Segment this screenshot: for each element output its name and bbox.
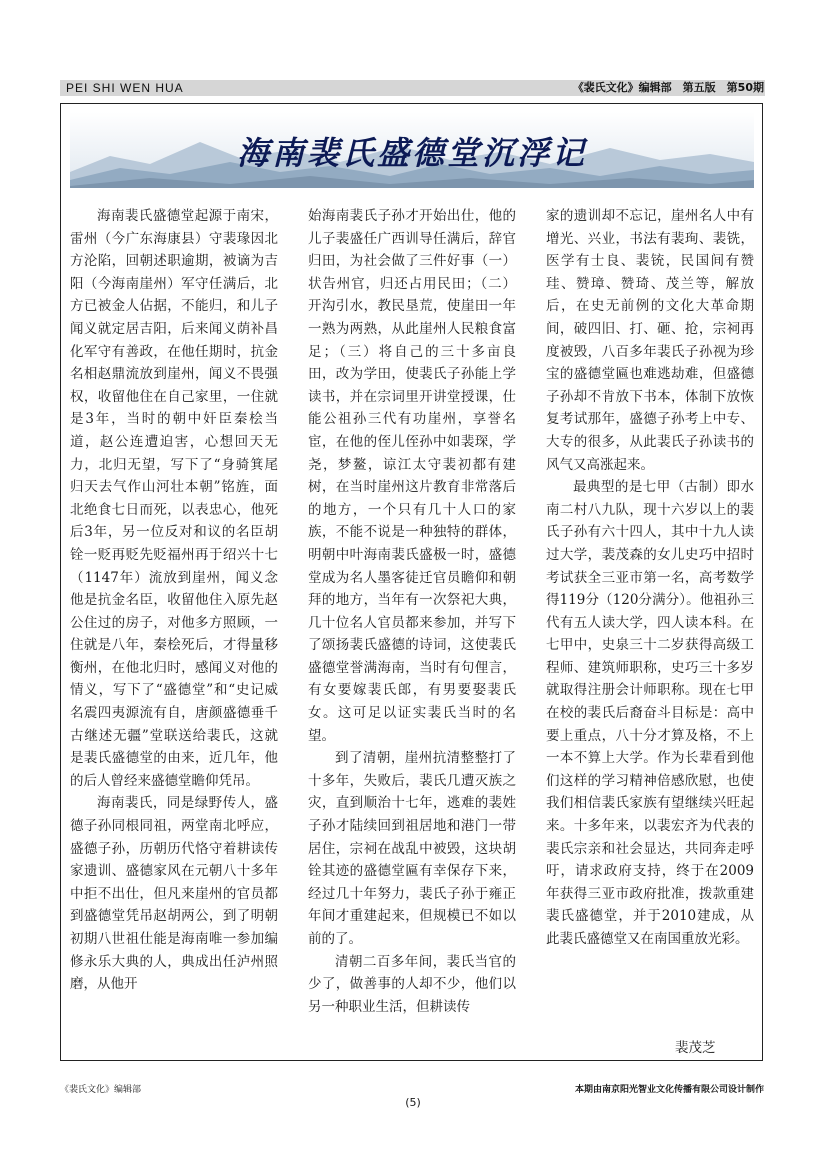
paragraph: 到了清朝，崖州抗清整整打了十多年，失败后，裴氏几遭灭族之灾，直到顺治十七年，逃难的裴姓子孙才陆续回到祖居地和港门一带居住，宗祠在战乱中被毁，这块胡铨其迹的盛德堂匾有幸保存下来，经过几十年努力，裴氏子孙于雍正年间才重建起来，但规模已不如以前的了。 bbox=[308, 750, 516, 947]
text-column-2 bbox=[308, 205, 516, 1018]
article-title: 海南裴氏盛德堂沉浮记 bbox=[236, 134, 587, 172]
paragraph: 家的遗训却不忘记，崖州名人中有增光、兴业，书法有裴珣、裴铣，医学有士良、裴铳，民国间有赞珪、赞璋、赞琦、茂兰等，解放后，在史无前例的文化大革命期间，破四旧、打、砸、抢，宗祠再度被毁，八百多年裴氏子孙视为珍宝的盛德堂匾也难逃劫难，但盛德子孙却不肯放下书本，体制下放恢复考试那年，盛德子孙考上中专、大专的很多，从此裴氏子孙读书的风气又高涨起来。 bbox=[546, 208, 754, 473]
header-issue-info: 《裴氏文化》编辑部 第五版 第50期 bbox=[572, 81, 764, 94]
footer-credit: 本期由南京阳光智业文化传播有限公司设计制作 bbox=[574, 1085, 764, 1095]
text-column-3 bbox=[546, 205, 754, 951]
title-banner bbox=[70, 112, 754, 188]
paragraph: 清朝二百多年间，裴氏当官的少了，做善事的人却不少，他们以另一种职业生活，但耕读传 bbox=[308, 953, 516, 1015]
page-number: (5) bbox=[405, 1096, 421, 1109]
paragraph: 最典型的是七甲（古制）即水南二村八九队，现十六岁以上的裴氏子孙有六十四人，其中十九人读过大学，裴茂森的女儿史巧中招时考试获全三亚市第一名，高考数学得119分（120分满分）。他祖孙三代有五人读大学，四人读本科。在七甲中，史泉三十二岁获得高级工程师、建筑师职称，史巧三十多岁就取得注册会计师职称。现在七甲在校的裴氏后裔奋斗目标是：高中要上重点，八十分才算及格，不上一本不算上大学。作为长辈看到他们这样的学习精神倍感欣慰，也使我们相信裴氏家族有望继续兴旺起来。十多年来，以裴宏齐为代表的裴氏宗亲和社会显达，共同奔走呼吁，请求政府支持，终于在2009年获得三亚市政府批准，拨款重建裴氏盛德堂，并于2010建成，从此裴氏盛德堂又在南国重放光彩。 bbox=[546, 479, 754, 947]
author-signature: 裴茂芝 bbox=[675, 1040, 716, 1056]
footer-editor: 《裴氏文化》编辑部 bbox=[60, 1085, 142, 1095]
header-publication-name: PEI SHI WEN HUA bbox=[66, 81, 184, 95]
paragraph: 海南裴氏盛德堂起源于南宋，雷州（今广东海康县）守裴瑑因北方沦陷，回朝述职逾期，被谪为吉阳（今海南崖州）军守任满后，北方已被金人佔据，不能归，和儿子闻义就定居吉阳，后来闻义荫补昌化军守有善政，在他任期时，抗金名相赵鼎流放到崖州，闻义不畏强权，收留他住在自己家里，一住就是3年，当时的朝中奸臣秦桧当道，赵公连遭迫害，心想回天无力，北归无望，写下了“身骑箕尾归天去气作山河壮本朝”铭旌，面北绝食七日而死，以表忠心，他死后3年，另一位反对和议的名臣胡铨一贬再贬先贬福州再于绍兴十七（1147年）流放到崖州，闻义念他是抗金名臣，收留他住入原先赵公住过的房子，对他多方照顾，一住就是八年，秦桧死后，才得量移衡州，在他北归时，感闻义对他的情义，写下了“盛德堂”和“史记威名震四夷源流有自，唐颜盛德垂千古继述无疆”堂联送给裴氏，这就是裴氏盛德堂的由来，近几年，他的后人曾经来盛德堂瞻仰凭吊。 bbox=[70, 208, 278, 789]
text-column-1 bbox=[70, 205, 278, 996]
paragraph: 始海南裴氏子孙才开始出仕，他的儿子裴盛任广西训导任满后，辞官归田，为社会做了三件好事（一）状告州官，归还占用民田；（二）开沟引水，教民垦荒，使崖田一年一熟为两熟，从此崖州人民粮食富足；（三）将自己的三十多亩良田，改为学田，使裴氏子孙能上学读书，并在宗词里开讲堂授课，仕能公祖孙三代有功崖州，享誉名宦，在他的侄儿侄孙中如裴琛，学尧，梦鳌，谅江太守裴初都有建树，在当时崖州这片教育非常落后的地方，一个只有几十人口的家族，不能不说是一种独特的群体，明朝中叶海南裴氏盛极一时，盛德堂成为名人墨客徒迁官员瞻仰和朝拜的地方，当年有一次祭祀大典，几十位名人官员都来参加，并写下了颂扬裴氏盛德的诗词，这使裴氏盛德堂誉满海南，当时有句俚言，有女要嫁裴氏郎，有男要娶裴氏女。这可足以证实裴氏当时的名望。 bbox=[308, 208, 516, 744]
paragraph: 海南裴氏，同是绿野传人，盛德子孙同根同祖，两堂南北呼应，盛德子孙，历朝历代恪守着耕读传家遗训、盛德家风在元朝八十多年中拒不出仕，但凡来崖州的官员都到盛德堂凭吊赵胡两公，到了明朝初期八世祖仕能是海南唯一参加编修永乐大典的人，典成出任泸州照磨，从他开 bbox=[70, 795, 278, 993]
